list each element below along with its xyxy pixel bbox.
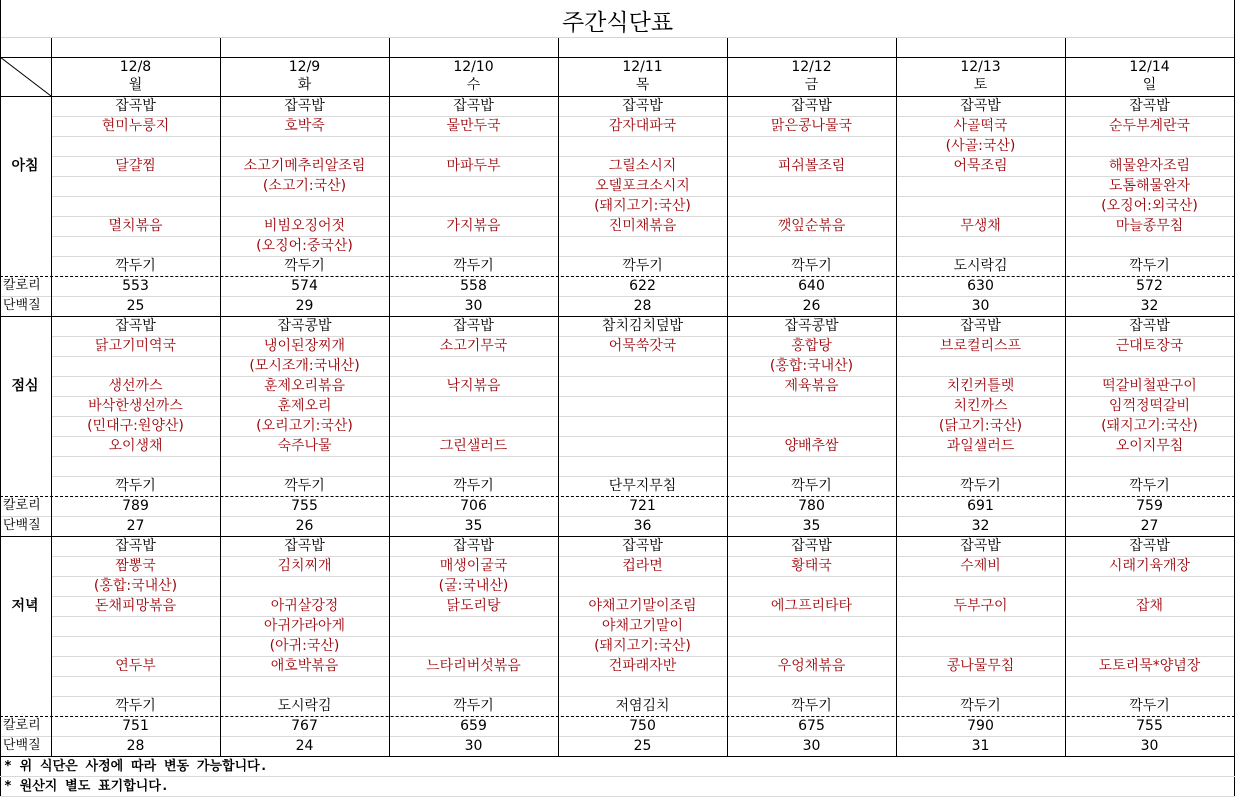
meal-label-lunch: 점심 bbox=[11, 378, 39, 394]
menu-item: 연두부 bbox=[115, 658, 156, 674]
menu-item: 깍두기 bbox=[1129, 698, 1170, 714]
menu-item: 어묵조림 bbox=[953, 158, 1008, 174]
menu-item: (홍합:국내산) bbox=[93, 578, 178, 594]
grid-line bbox=[51, 576, 1235, 577]
menu-item: (모시조개:국내산) bbox=[249, 358, 360, 374]
calorie-value: 767 bbox=[291, 718, 318, 734]
calorie-value: 755 bbox=[291, 498, 318, 514]
menu-item: 현미누룽지 bbox=[101, 118, 170, 134]
calorie-label: 칼로리 bbox=[3, 718, 41, 733]
menu-item: 오이생채 bbox=[108, 438, 163, 454]
protein-value: 30 bbox=[971, 298, 990, 314]
day-name: 목 bbox=[635, 77, 650, 93]
footnote: * 위 식단은 사정에 따라 변동 가능합니다. bbox=[4, 759, 268, 774]
menu-item: 잡곡밥 bbox=[453, 318, 494, 334]
menu-item: 해물완자조림 bbox=[1108, 158, 1191, 174]
day-date: 12/14 bbox=[1129, 59, 1170, 75]
day-name: 일 bbox=[1142, 77, 1157, 93]
menu-item: 도시락김 bbox=[277, 698, 332, 714]
menu-item: 잡곡밥 bbox=[1129, 98, 1170, 114]
menu-item: 떡갈비철판구이 bbox=[1102, 378, 1197, 394]
protein-value: 26 bbox=[295, 518, 314, 534]
menu-item: 깍두기 bbox=[115, 258, 156, 274]
menu-item: 감자대파국 bbox=[608, 118, 677, 134]
grid-line bbox=[51, 676, 1235, 677]
menu-item: 과일샐러드 bbox=[946, 438, 1015, 454]
menu-item: 잡곡밥 bbox=[115, 98, 156, 114]
menu-item: 잡채 bbox=[1135, 598, 1164, 614]
column-line bbox=[1065, 38, 1066, 756]
menu-item: 훈제오리 bbox=[277, 398, 332, 414]
calorie-value: 755 bbox=[1136, 718, 1163, 734]
day-name: 월 bbox=[128, 77, 143, 93]
menu-item: 잡곡밥 bbox=[284, 98, 325, 114]
menu-item: (아귀:국산) bbox=[269, 638, 340, 654]
meal-label-breakfast: 아침 bbox=[11, 158, 39, 174]
menu-item: 근대토장국 bbox=[1115, 338, 1184, 354]
menu-item: 잡곡밥 bbox=[1129, 318, 1170, 334]
menu-item: 양배추쌈 bbox=[784, 438, 839, 454]
menu-item: 달걀찜 bbox=[115, 158, 156, 174]
protein-value: 25 bbox=[633, 738, 652, 754]
grid-line bbox=[0, 776, 1235, 777]
menu-item: 호박죽 bbox=[284, 118, 325, 134]
menu-item: 잡곡밥 bbox=[115, 538, 156, 554]
menu-item: 에그프리타타 bbox=[770, 598, 853, 614]
protein-label: 단백질 bbox=[3, 738, 41, 753]
column-line bbox=[558, 38, 559, 756]
menu-item: 낙지볶음 bbox=[446, 378, 501, 394]
menu-item: 멸치볶음 bbox=[108, 218, 163, 234]
calorie-value: 553 bbox=[122, 278, 149, 294]
day-date: 12/11 bbox=[622, 59, 663, 75]
menu-item: 깍두기 bbox=[284, 478, 325, 494]
menu-item: 건파래자반 bbox=[608, 658, 677, 674]
menu-item: 잡곡밥 bbox=[960, 98, 1001, 114]
menu-item: 깍두기 bbox=[115, 478, 156, 494]
menu-item: 깻잎순볶음 bbox=[777, 218, 846, 234]
menu-item: 저염김치 bbox=[615, 698, 670, 714]
menu-item: 잡곡밥 bbox=[453, 538, 494, 554]
menu-item: 컵라면 bbox=[622, 558, 663, 574]
menu-item: 깍두기 bbox=[453, 698, 494, 714]
menu-item: 잡곡밥 bbox=[960, 538, 1001, 554]
menu-item: (홍합:국내산) bbox=[769, 358, 854, 374]
page-title: 주간식단표 bbox=[561, 10, 674, 36]
menu-item: (닭고기:국산) bbox=[938, 418, 1023, 434]
menu-item: 황태국 bbox=[791, 558, 832, 574]
menu-item: 오델포크소시지 bbox=[595, 178, 690, 194]
calorie-label: 칼로리 bbox=[3, 498, 41, 513]
menu-item: 깍두기 bbox=[791, 258, 832, 274]
calorie-value: 630 bbox=[967, 278, 994, 294]
menu-item: 잡곡밥 bbox=[960, 318, 1001, 334]
protein-value: 28 bbox=[633, 298, 652, 314]
protein-value: 30 bbox=[802, 738, 821, 754]
menu-item: 아귀살강정 bbox=[270, 598, 339, 614]
protein-value: 35 bbox=[802, 518, 821, 534]
menu-item: 생선까스 bbox=[108, 378, 163, 394]
grid-line bbox=[51, 456, 1235, 457]
menu-item: 잡곡밥 bbox=[622, 98, 663, 114]
protein-value: 25 bbox=[126, 298, 145, 314]
column-line bbox=[51, 38, 52, 756]
protein-value: 30 bbox=[1140, 738, 1159, 754]
menu-item: 피쉬볼조림 bbox=[777, 158, 846, 174]
menu-item: (민대구:원양산) bbox=[87, 418, 184, 434]
menu-item: 깍두기 bbox=[791, 478, 832, 494]
menu-item: 깍두기 bbox=[1129, 258, 1170, 274]
meal-label-dinner: 저녁 bbox=[11, 598, 39, 614]
menu-item: 잡곡밥 bbox=[791, 538, 832, 554]
menu-item: 진미채볶음 bbox=[608, 218, 677, 234]
day-date: 12/8 bbox=[119, 59, 152, 75]
menu-item: 깍두기 bbox=[622, 258, 663, 274]
footnote: * 원산지 별도 표기합니다. bbox=[4, 779, 169, 794]
menu-item: 잡곡밥 bbox=[622, 538, 663, 554]
protein-value: 28 bbox=[126, 738, 145, 754]
menu-item: 잡곡콩밥 bbox=[277, 318, 332, 334]
protein-value: 31 bbox=[971, 738, 990, 754]
menu-item: 맑은콩나물국 bbox=[770, 118, 853, 134]
calorie-value: 691 bbox=[967, 498, 994, 514]
menu-item: 야채고기말이조림 bbox=[588, 598, 697, 614]
menu-item: (돼지고기:국산) bbox=[594, 638, 691, 654]
protein-value: 30 bbox=[464, 738, 483, 754]
menu-item: 아귀가라아게 bbox=[263, 618, 346, 634]
day-date: 12/9 bbox=[288, 59, 321, 75]
menu-item: 두부구이 bbox=[953, 598, 1008, 614]
menu-item: 깍두기 bbox=[284, 258, 325, 274]
menu-item: 냉이된장찌개 bbox=[263, 338, 346, 354]
day-name: 토 bbox=[973, 77, 988, 93]
calorie-value: 706 bbox=[460, 498, 487, 514]
menu-item: (사골:국산) bbox=[945, 138, 1016, 154]
menu-item: 애호박볶음 bbox=[270, 658, 339, 674]
calorie-value: 659 bbox=[460, 718, 487, 734]
left-border bbox=[0, 0, 1, 797]
protein-value: 26 bbox=[802, 298, 821, 314]
menu-item: 그릴소시지 bbox=[608, 158, 677, 174]
calorie-value: 721 bbox=[629, 498, 656, 514]
menu-item: 매생이굴국 bbox=[439, 558, 508, 574]
menu-item: 그린샐러드 bbox=[439, 438, 508, 454]
menu-item: 닭고기미역국 bbox=[94, 338, 177, 354]
menu-item: 잡곡밥 bbox=[1129, 538, 1170, 554]
menu-item: (오리고기:국산) bbox=[256, 418, 353, 434]
calorie-value: 750 bbox=[629, 718, 656, 734]
menu-item: 제육볶음 bbox=[784, 378, 839, 394]
protein-value: 27 bbox=[126, 518, 145, 534]
protein-value: 32 bbox=[971, 518, 990, 534]
menu-item: 돈채피망볶음 bbox=[94, 598, 177, 614]
protein-value: 29 bbox=[295, 298, 314, 314]
menu-item: 참치김치덮밥 bbox=[601, 318, 684, 334]
calorie-value: 789 bbox=[122, 498, 149, 514]
menu-item: 깍두기 bbox=[1129, 478, 1170, 494]
protein-label: 단백질 bbox=[3, 518, 41, 533]
protein-value: 30 bbox=[464, 298, 483, 314]
menu-item: 수제비 bbox=[960, 558, 1001, 574]
protein-value: 27 bbox=[1140, 518, 1159, 534]
menu-item: 깍두기 bbox=[960, 478, 1001, 494]
menu-item: 숙주나물 bbox=[277, 438, 332, 454]
day-date: 12/12 bbox=[791, 59, 832, 75]
menu-item: 어묵쑥갓국 bbox=[608, 338, 677, 354]
menu-item: 단무지무침 bbox=[608, 478, 677, 494]
column-line bbox=[220, 38, 221, 756]
calorie-value: 622 bbox=[629, 278, 656, 294]
menu-item: 훈제오리볶음 bbox=[263, 378, 346, 394]
menu-item: 깍두기 bbox=[960, 698, 1001, 714]
menu-item: 잡곡밥 bbox=[791, 98, 832, 114]
protein-value: 36 bbox=[633, 518, 652, 534]
calorie-value: 751 bbox=[122, 718, 149, 734]
menu-item: 브로컬리스프 bbox=[939, 338, 1022, 354]
menu-item: 도톰해물완자 bbox=[1108, 178, 1191, 194]
day-date: 12/13 bbox=[960, 59, 1001, 75]
menu-item: 잡곡밥 bbox=[453, 98, 494, 114]
column-line bbox=[896, 38, 897, 756]
calorie-value: 558 bbox=[460, 278, 487, 294]
calorie-value: 574 bbox=[291, 278, 318, 294]
column-line bbox=[389, 38, 390, 756]
menu-item: 짬뽕국 bbox=[115, 558, 156, 574]
menu-item: 무생채 bbox=[960, 218, 1001, 234]
day-name: 금 bbox=[804, 77, 819, 93]
menu-item: 소고기무국 bbox=[439, 338, 508, 354]
menu-item: 순두부계란국 bbox=[1108, 118, 1191, 134]
menu-item: 홍합탕 bbox=[791, 338, 832, 354]
menu-item: 깍두기 bbox=[453, 258, 494, 274]
menu-item: 치킨커틀렛 bbox=[946, 378, 1015, 394]
menu-item: 오이지무침 bbox=[1115, 438, 1184, 454]
menu-item: (소고기:국산) bbox=[262, 178, 347, 194]
menu-item: 도토리묵*양념장 bbox=[1098, 658, 1201, 674]
calorie-label: 칼로리 bbox=[3, 278, 41, 293]
menu-item: 가지볶음 bbox=[446, 218, 501, 234]
menu-item: 깍두기 bbox=[791, 698, 832, 714]
menu-item: 잡곡밥 bbox=[115, 318, 156, 334]
menu-item: 물만두국 bbox=[446, 118, 501, 134]
menu-item: 닭도리탕 bbox=[446, 598, 501, 614]
menu-item: 도시락김 bbox=[953, 258, 1008, 274]
menu-item: 콩나물무침 bbox=[946, 658, 1015, 674]
title-row bbox=[0, 0, 1235, 38]
calorie-value: 790 bbox=[967, 718, 994, 734]
menu-item: (돼지고기:국산) bbox=[594, 198, 691, 214]
protein-value: 35 bbox=[464, 518, 483, 534]
menu-item: 마늘종무침 bbox=[1115, 218, 1184, 234]
menu-item: 김치찌개 bbox=[277, 558, 332, 574]
menu-item: (오징어:중국산) bbox=[256, 238, 353, 254]
day-name: 수 bbox=[466, 77, 481, 93]
menu-item: 소고기메추리알조림 bbox=[243, 158, 366, 174]
column-line bbox=[727, 38, 728, 756]
day-name: 화 bbox=[297, 77, 312, 93]
calorie-value: 640 bbox=[798, 278, 825, 294]
calorie-value: 759 bbox=[1136, 498, 1163, 514]
menu-item: 깍두기 bbox=[453, 478, 494, 494]
menu-item: 야채고기말이 bbox=[601, 618, 684, 634]
menu-item: 바삭한생선까스 bbox=[88, 398, 183, 414]
menu-item: 시래기육개장 bbox=[1108, 558, 1191, 574]
menu-item: (굴:국내산) bbox=[438, 578, 509, 594]
menu-item: 깍두기 bbox=[115, 698, 156, 714]
menu-item: 느타리버섯볶음 bbox=[426, 658, 521, 674]
calorie-value: 572 bbox=[1136, 278, 1163, 294]
menu-item: (돼지고기:국산) bbox=[1101, 418, 1198, 434]
protein-value: 32 bbox=[1140, 298, 1159, 314]
calorie-value: 780 bbox=[798, 498, 825, 514]
menu-item: 임꺽정떡갈비 bbox=[1108, 398, 1191, 414]
menu-item: 사골떡국 bbox=[953, 118, 1008, 134]
calorie-value: 675 bbox=[798, 718, 825, 734]
menu-item: 잡곡콩밥 bbox=[784, 318, 839, 334]
menu-item: 치킨까스 bbox=[953, 398, 1008, 414]
menu-item: 우엉채볶음 bbox=[777, 658, 846, 674]
protein-label: 단백질 bbox=[3, 298, 41, 313]
menu-item: (오징어:외국산) bbox=[1101, 198, 1198, 214]
menu-item: 마파두부 bbox=[446, 158, 501, 174]
menu-item: 비빔오징어젓 bbox=[263, 218, 346, 234]
day-date: 12/10 bbox=[453, 59, 494, 75]
protein-value: 24 bbox=[295, 738, 314, 754]
menu-item: 잡곡밥 bbox=[284, 538, 325, 554]
